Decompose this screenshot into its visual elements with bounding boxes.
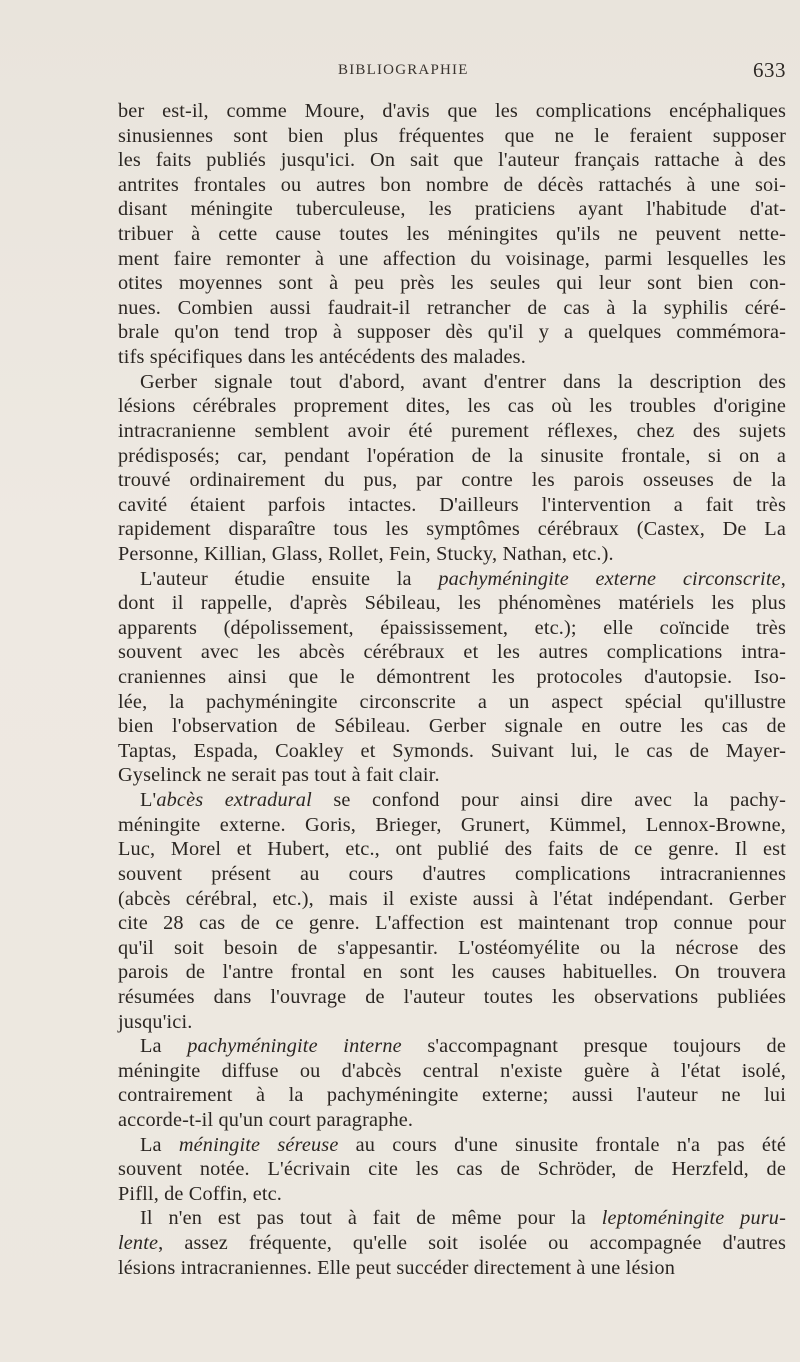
text-line: souvent avec les abcès cérébraux et les autres complications intra-	[118, 641, 786, 664]
page-number: 633	[753, 58, 786, 82]
text-line: Gerber signale tout d'abord, avant d'entrer dans la description des	[140, 370, 786, 393]
text-line: craniennes ainsi que le démontrent les protocoles d'autopsie. Iso-	[118, 666, 786, 689]
text-line: Luc, Morel et Hubert, etc., ont publié des faits de ce genre. Il est	[118, 838, 786, 861]
paragraph-7	[118, 1206, 786, 1280]
text-line: lente, assez fréquente, qu'elle soit isolée ou accompagnée d'autres	[118, 1232, 786, 1255]
text-line: contrairement à la pachyméningite externe; aussi l'auteur ne lui	[118, 1084, 786, 1107]
text-line: bien l'observation de Sébileau. Gerber signale en outre les cas de	[118, 715, 786, 738]
italic-term: pachyméningite externe circonscrite	[438, 567, 781, 590]
text-line: rapidement disparaître tous les symptômes cérébraux (Castex, De La	[118, 518, 786, 541]
text-line: brale qu'on tend trop à supposer dès qu'il y a quelques commémora-	[118, 321, 786, 344]
text-line: Il n'en est pas tout à fait de même pour la leptoméningite puru-	[140, 1207, 786, 1230]
text-line: méningite externe. Goris, Brieger, Grunert, Kümmel, Lennox-Browne,	[118, 813, 786, 836]
text-line: lée, la pachyméningite circonscrite a un aspect spécial qu'illustre	[118, 690, 786, 713]
paragraph-3	[118, 567, 786, 788]
text-line: disant méningite tuberculeuse, les praticiens ayant l'habitude d'at-	[118, 198, 786, 221]
text-line: cite 28 cas de ce genre. L'affection est maintenant trop connue pour	[118, 912, 786, 935]
text-line: souvent présent au cours d'autres complications intracraniennes	[118, 862, 786, 885]
text-line: jusqu'ici.	[118, 1010, 193, 1033]
paragraph-5	[118, 1034, 786, 1132]
text-line: Gyselinck ne serait pas tout à fait clair.	[118, 764, 440, 787]
text-line: prédisposés; car, pendant l'opération de la sinusite frontale, si on a	[118, 444, 786, 467]
text-line: méningite diffuse ou d'abcès central n'existe guère à l'état isolé,	[118, 1059, 786, 1082]
text-line: otites moyennes sont à peu près les seules qui leur sont bien con-	[118, 272, 786, 295]
text-line: La méningite séreuse au cours d'une sinusite frontale n'a pas été	[140, 1133, 787, 1156]
text-line: accorde-t-il qu'un court paragraphe.	[118, 1108, 414, 1131]
text-line: lésions cérébrales proprement dites, les cas où les troubles d'origine	[118, 395, 786, 418]
text-line: antrites frontales ou autres bon nombre de décès rattachés à une soi-	[118, 173, 786, 196]
text-line: intracranienne semblent avoir été purement réflexes, chez des sujets	[118, 419, 786, 442]
text-line: La pachyméningite interne s'accompagnant presque toujours de	[140, 1035, 786, 1058]
paragraph-2	[118, 370, 786, 567]
paragraph-4	[118, 788, 786, 1034]
text-line: qu'il soit besoin de s'appesantir. L'ostéomyélite ou la nécrose des	[118, 936, 786, 959]
text-line: les faits publiés jusqu'ici. On sait que l'auteur français rattache à des	[118, 149, 786, 172]
text-line: Personne, Killian, Glass, Rollet, Fein, Stucky, Nathan, etc.).	[118, 542, 614, 565]
italic-term: lente	[118, 1232, 159, 1255]
paragraph-1	[118, 99, 786, 370]
text-line: apparents (dépolissement, épaississement, etc.); elle coïncide très	[118, 616, 786, 639]
text-line: trouvé ordinairement du pus, par contre les parois osseuses de la	[118, 469, 786, 492]
page-header	[118, 58, 786, 88]
body-text	[118, 99, 786, 1280]
text-line: cavité étaient parfois intactes. D'ailleurs l'intervention a fait très	[118, 493, 786, 516]
text-line: parois de l'antre frontal en sont les causes habituelles. On trouvera	[118, 961, 786, 984]
text-line: sinusiennes sont bien plus fréquentes que ne le feraient supposer	[118, 124, 786, 147]
text-line: nues. Combien aussi faudrait-il retrancher de cas à la syphilis céré-	[118, 296, 786, 319]
text-line: (abcès cérébral, etc.), mais il existe aussi à l'état indépendant. Gerber	[118, 887, 786, 910]
text-line: tribuer à cette cause toutes les méningites qu'ils ne peuvent nette-	[118, 223, 786, 246]
italic-term: méningite séreuse	[178, 1133, 339, 1156]
text-line: ber est-il, comme Moure, d'avis que les complications encéphaliques	[118, 100, 786, 122]
italic-term: abcès extradural	[156, 789, 312, 812]
italic-term: leptoméningite puru-	[601, 1207, 786, 1230]
text-line: Pifll, de Coffin, etc.	[118, 1182, 283, 1205]
text-line: lésions intracraniennes. Elle peut succéder directement à une lésion	[118, 1256, 676, 1279]
text-line: Taptas, Espada, Coakley et Symonds. Suivant lui, le cas de Mayer-	[118, 739, 786, 762]
paragraph-6	[118, 1133, 786, 1207]
italic-term: pachyméningite interne	[187, 1035, 402, 1058]
text-line: dont il rappelle, d'après Sébileau, les phénomènes matériels les plus	[118, 592, 786, 615]
text-line: L'auteur étudie ensuite la pachyméningite externe circonscrite,	[140, 567, 786, 590]
text-line: souvent notée. L'écrivain cite les cas de Schröder, de Herzfeld, de	[118, 1158, 786, 1181]
running-head: BIBLIOGRAPHIE	[338, 62, 469, 78]
text-line: ment faire remonter à une affection du voisinage, parmi lesquelles les	[118, 247, 786, 270]
text-line: tifs spécifiques dans les antécédents des malades.	[118, 346, 526, 369]
text-line: résumées dans l'ouvrage de l'auteur toutes les observations publiées	[118, 985, 786, 1008]
text-line: L'abcès extradural se confond pour ainsi dire avec la pachy-	[140, 789, 786, 812]
